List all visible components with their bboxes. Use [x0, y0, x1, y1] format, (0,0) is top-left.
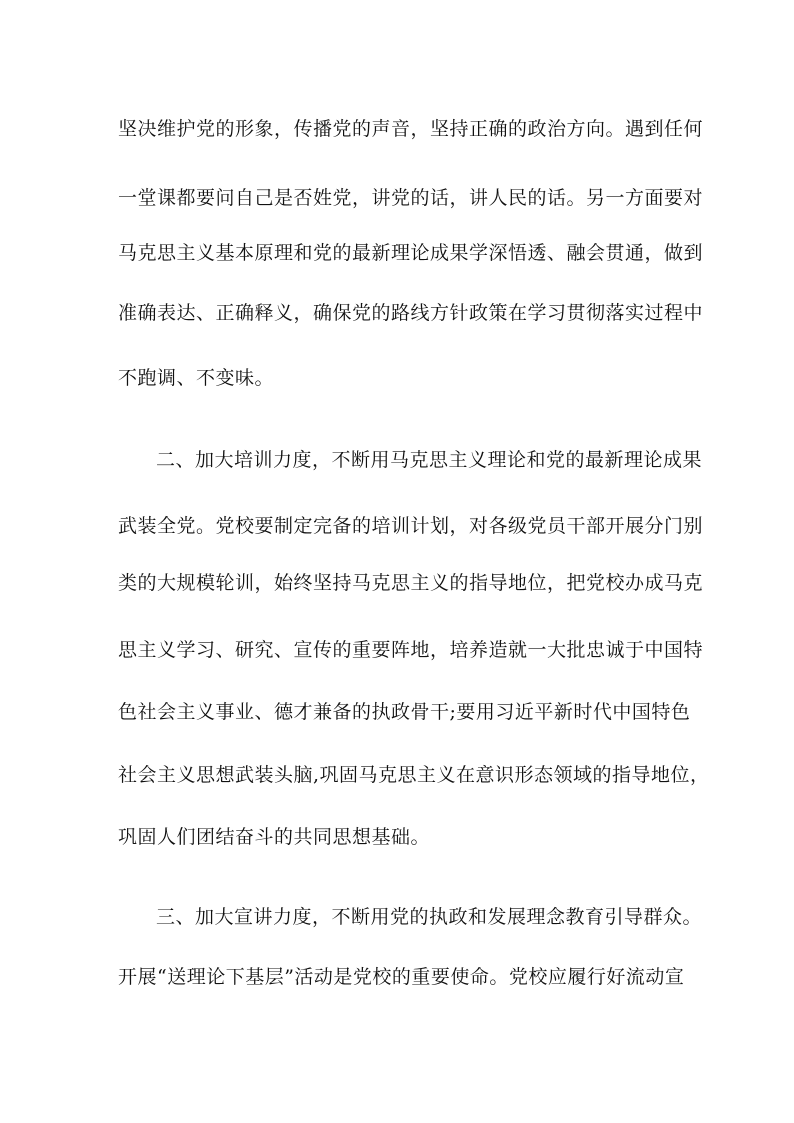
body-text-line: 色社会主义事业、德才兼备的执政骨干;要用习近平新时代中国特色 — [118, 701, 691, 723]
body-text-line: 不跑调、不变味。 — [118, 367, 275, 389]
body-text-line: 社会主义思想武装头脑,巩固马克思主义在意识形态领域的指导地位， — [118, 764, 710, 786]
body-text-line: 准确表达、正确释义，确保党的路线方针政策在学习贯彻落实过程中 — [118, 302, 704, 324]
body-text-line: 马克思主义基本原理和党的最新理论成果学深悟透、融会贯通，做到 — [118, 242, 704, 264]
section-heading-line: 三、加大宣讲力度，不断用党的执政和发展理念教育引导群众。 — [156, 906, 703, 928]
body-text-line: 开展“送理论下基层”活动是党校的重要使命。党校应履行好流动宣 — [118, 966, 685, 988]
body-text-line: 一堂课都要问自己是否姓党，讲党的话，讲人民的话。另一方面要对 — [118, 187, 704, 209]
body-text-line: 巩固人们团结奋斗的共同思想基础。 — [118, 826, 431, 848]
body-text-line: 武装全党。党校要制定完备的培训计划，对各级党员干部开展分门别 — [118, 515, 704, 537]
body-text-line: 类的大规模轮训，始终坚持马克思主义的指导地位，把党校办成马克 — [118, 572, 704, 594]
body-text-line: 思主义学习、研究、宣传的重要阵地，培养造就一大批忠诚于中国特 — [118, 639, 704, 661]
body-text-line: 坚决维护党的形象，传播党的声音，坚持正确的政治方向。遇到任何 — [118, 118, 704, 140]
section-heading-line: 二、加大培训力度，不断用马克思主义理论和党的最新理论成果 — [156, 449, 703, 471]
